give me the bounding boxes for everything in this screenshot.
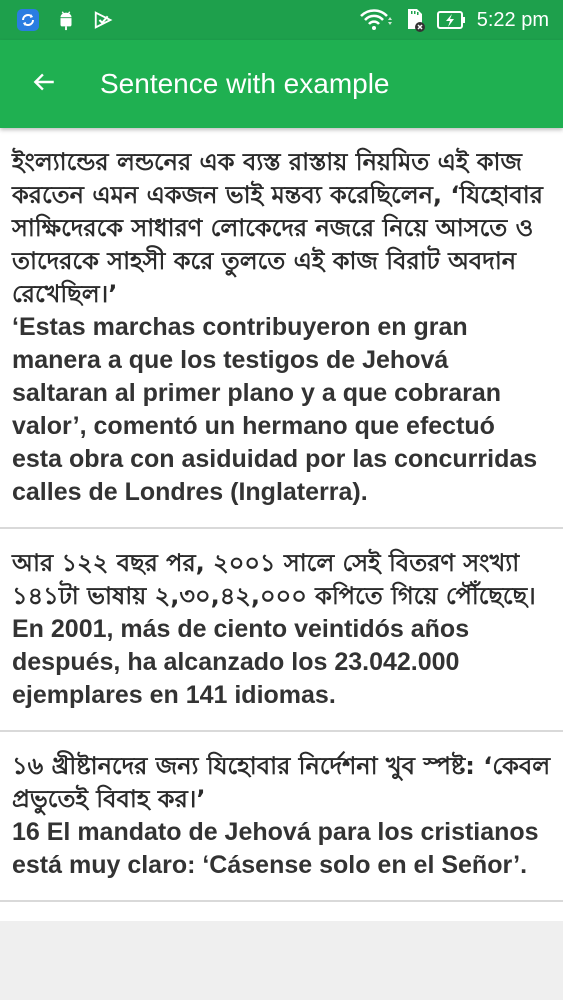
bengali-sentence: আর ১২২ বছর পর, ২০০১ সালে সেই বিতরণ সংখ্যা ১৪১টা ভাষায় ২,৩০,৪২,০০০ কপিতে গিয়ে পৌঁছেছে।: [12, 549, 536, 610]
sentence-list[interactable]: [0, 128, 563, 921]
bengali-sentence: ইংল্যান্ডের লন্ডনের এক ব্যস্ত রাস্তায় নিয়মিত এই কাজ করতেন এমন একজন ভাই মন্তব্য করেছিলেন, ‘যিহোবার সাক্ষিদেরকে সাধারণ লোকেদের নজরে নিয়ে আসতে ও তাদেরকে সাহসী করে তুলতে এই কাজ বিরাট অবদান রেখেছিল।’: [12, 148, 543, 308]
back-button[interactable]: [16, 56, 72, 112]
android-debug-icon: [54, 8, 78, 32]
system-icons: [359, 8, 563, 32]
bengali-sentence: ১৬ খ্রীষ্টানদের জন্য যিহোবার নির্দেশনা খুব স্পষ্ট: ‘কেবল প্রভুতেই বিবাহ কর।’: [12, 752, 551, 813]
notification-icons: [0, 8, 116, 32]
status-bar: [0, 0, 563, 40]
spanish-sentence: ‘Estas marchas contribuyeron en gran manera a que los testigos de Jehová saltaran al primer plano y a que cobraran valor’, comentó un hermano que efectuó esta obra con asiduidad por las concurridas calles de Londres (Inglaterra).: [12, 313, 538, 506]
list-item[interactable]: [0, 732, 563, 902]
battery-charging-icon: [437, 8, 467, 32]
wifi-icon: [359, 8, 393, 32]
spanish-sentence: En 2001, más de ciento veintidós años después, ha alcanzado los 23.042.000 ejemplares en 141 idiomas.: [12, 615, 470, 709]
list-item[interactable]: [0, 128, 563, 529]
page-title: Sentence with example: [100, 68, 390, 99]
sd-card-icon: [403, 8, 427, 32]
app-bar: [0, 40, 563, 128]
list-item[interactable]: [0, 529, 563, 732]
bottom-empty-area: [0, 921, 563, 1000]
check-play-icon: [92, 8, 116, 32]
status-time: 5:22 pm: [476, 8, 549, 31]
sync-app-icon: [16, 8, 40, 32]
spanish-sentence: 16 El mandato de Jehová para los cristianos está muy claro: ‘Cásense solo en el Señor’.: [12, 818, 539, 879]
arrow-left-icon: [31, 69, 57, 99]
